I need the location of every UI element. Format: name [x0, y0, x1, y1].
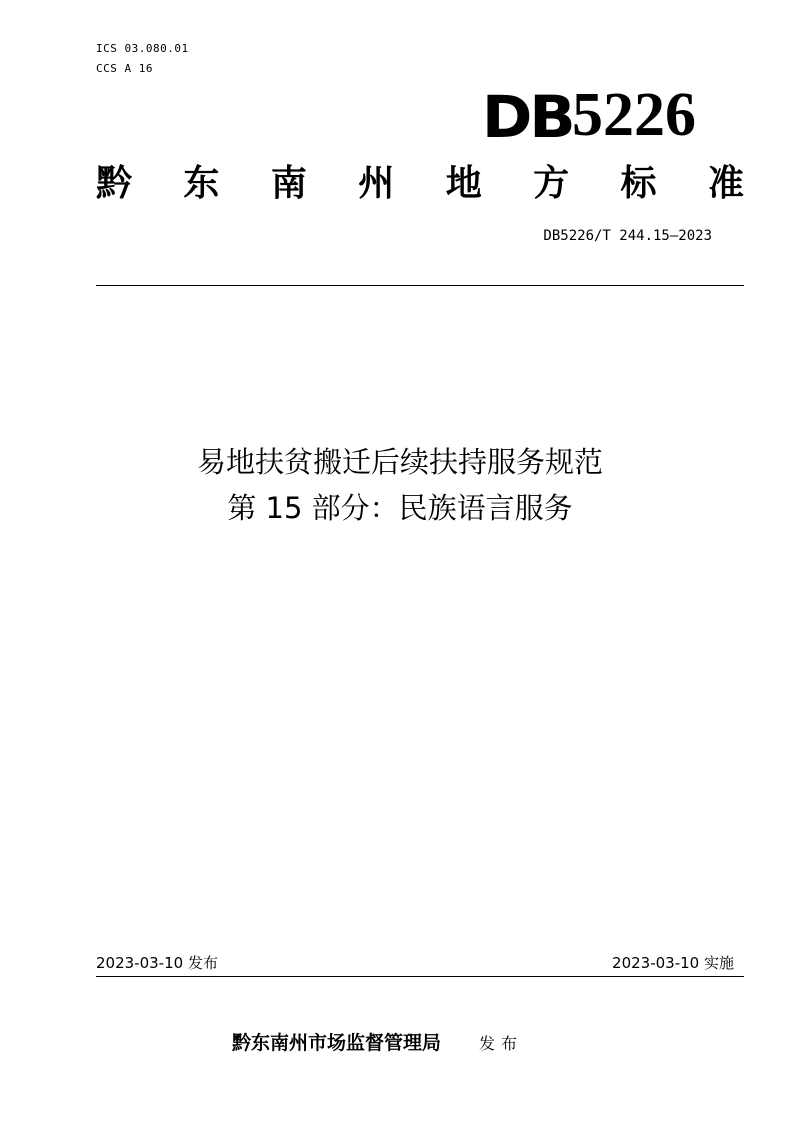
standard-title-char: 东	[183, 163, 220, 204]
issue-date: 2023-03-10 发布	[96, 954, 218, 972]
standard-title-char: 标	[620, 163, 657, 204]
standard-title-char: 南	[270, 163, 307, 204]
issuer-block	[232, 1028, 523, 1055]
issue-word: 发布	[479, 1034, 524, 1053]
document-title-line-2: 第 15 部分：民族语言服务	[227, 491, 573, 525]
standard-code: DB5226/T 244.15—2023	[543, 228, 712, 244]
implement-date: 2023-03-10 实施	[612, 954, 734, 972]
ics-code: ICS 03.080.01	[96, 42, 189, 55]
standard-title-char: 方	[533, 163, 570, 204]
ccs-code: CCS A 16	[96, 62, 153, 75]
footer-divider	[96, 976, 744, 977]
standard-title	[96, 162, 744, 206]
standard-title-char: 州	[358, 163, 395, 204]
header-divider	[96, 285, 744, 286]
standard-title-char: 准	[707, 163, 744, 204]
db-logo	[481, 81, 696, 151]
logo-prefix: DB	[481, 83, 573, 151]
issuer-name: 黔东南州市场监督管理局	[232, 1032, 442, 1054]
standard-title-char: 地	[445, 163, 482, 204]
logo-number: 5226	[572, 81, 696, 149]
document-title-line-1: 易地扶贫搬迁后续扶持服务规范	[196, 445, 603, 479]
standard-title-char: 黔	[96, 163, 133, 204]
